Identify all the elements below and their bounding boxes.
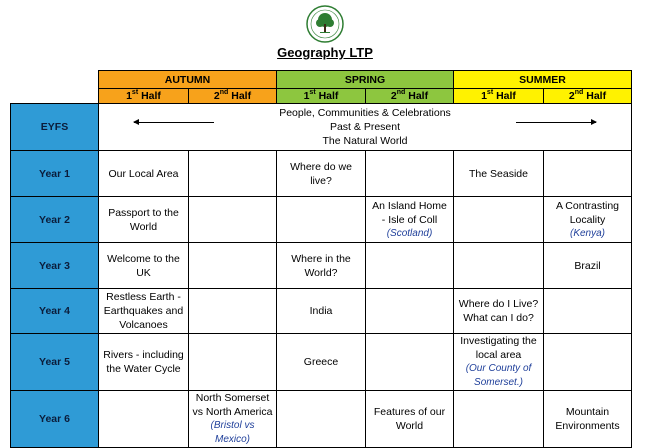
topic-cell <box>99 334 189 391</box>
topic-text: Greece <box>303 356 339 368</box>
topic-location: (Bristol vs Mexico) <box>210 420 255 445</box>
topic-text: Investigating the local area <box>460 335 537 361</box>
topic-cell <box>454 391 544 448</box>
topic-cell <box>454 151 544 197</box>
tree-logo-icon <box>300 4 350 44</box>
topic-cell <box>189 151 277 197</box>
season-autumn: AUTUMN <box>99 71 277 89</box>
half-header: 2nd Half <box>544 89 632 104</box>
topic-cell <box>277 197 366 243</box>
topic-text: Where in the World? <box>291 252 351 279</box>
topic-cell <box>454 243 544 289</box>
topic-text: An Island Home - Isle of Coll <box>372 199 447 226</box>
half-header: 1st Half <box>99 89 189 104</box>
geography-ltp-table <box>10 70 632 448</box>
eyfs-topics <box>99 104 632 151</box>
row-label: Year 5 <box>11 334 99 391</box>
table-row <box>11 243 632 289</box>
topic-text: Mountain Environments <box>555 406 620 432</box>
row-label: Year 3 <box>11 243 99 289</box>
topic-cell <box>189 391 277 448</box>
eyfs-line: The Natural World <box>322 135 408 147</box>
topic-location: (Kenya) <box>569 227 605 239</box>
arrow-right-icon <box>516 122 596 123</box>
row-label: Year 4 <box>11 289 99 334</box>
topic-text: Brazil <box>574 259 601 272</box>
topic-cell <box>189 197 277 243</box>
topic-cell <box>277 334 366 391</box>
topic-cell <box>366 334 454 391</box>
topic-cell <box>189 243 277 289</box>
topic-text: Features of our World <box>373 406 446 432</box>
topic-cell <box>544 243 632 289</box>
topic-cell <box>366 289 454 334</box>
topic-cell <box>366 151 454 197</box>
half-header: 2nd Half <box>189 89 277 104</box>
topic-cell <box>366 391 454 448</box>
season-header-row <box>11 71 632 89</box>
topic-text: Rivers - including the Water Cycle <box>103 349 184 375</box>
topic-location: (Our County of Somerset.) <box>465 363 532 388</box>
eyfs-row <box>11 104 632 151</box>
half-header-row <box>11 89 632 104</box>
topic-cell <box>544 151 632 197</box>
topic-cell <box>277 391 366 448</box>
topic-cell <box>277 289 366 334</box>
topic-cell <box>99 289 189 334</box>
topic-text: A Contrasting Locality <box>555 199 620 226</box>
corner-blank <box>11 89 99 104</box>
table-row <box>11 289 632 334</box>
table-row <box>11 391 632 448</box>
topic-text: India <box>309 305 333 317</box>
topic-text: North Somerset vs North America <box>192 392 273 418</box>
topic-cell <box>99 391 189 448</box>
topic-text: Restless Earth - Earthquakes and Volcanoes <box>103 291 184 331</box>
row-label-eyfs: EYFS <box>11 104 99 151</box>
topic-cell <box>454 289 544 334</box>
table-row <box>11 197 632 243</box>
row-label: Year 1 <box>11 151 99 197</box>
eyfs-line: People, Communities & Celebrations <box>279 107 451 119</box>
arrow-left-icon <box>134 122 214 123</box>
topic-text: Welcome to the UK <box>107 252 180 279</box>
table-row <box>11 334 632 391</box>
topic-cell <box>544 197 632 243</box>
year-rows <box>11 151 632 448</box>
row-label: Year 2 <box>11 197 99 243</box>
season-summer: SUMMER <box>454 71 632 89</box>
topic-text: Where do I Live? What can I do? <box>458 298 539 324</box>
page-title: Geography LTP <box>277 45 373 60</box>
topic-cell <box>189 334 277 391</box>
topic-cell <box>366 197 454 243</box>
table-row <box>11 151 632 197</box>
topic-cell <box>366 243 454 289</box>
row-label: Year 6 <box>11 391 99 448</box>
topic-text: The Seaside <box>469 167 528 180</box>
topic-text: Passport to the World <box>108 206 179 233</box>
half-header: 1st Half <box>277 89 366 104</box>
topic-cell <box>544 289 632 334</box>
topic-cell <box>454 334 544 391</box>
topic-cell <box>544 334 632 391</box>
topic-cell <box>277 243 366 289</box>
topic-cell <box>454 197 544 243</box>
topic-location: (Scotland) <box>386 227 433 239</box>
topic-cell <box>99 151 189 197</box>
topic-cell <box>277 151 366 197</box>
topic-text: Where do we live? <box>290 160 352 187</box>
topic-cell <box>544 391 632 448</box>
half-header: 2nd Half <box>366 89 454 104</box>
half-header: 1st Half <box>454 89 544 104</box>
season-spring: SPRING <box>277 71 454 89</box>
topic-cell <box>99 197 189 243</box>
eyfs-line: Past & Present <box>329 121 401 133</box>
topic-text: Our Local Area <box>108 167 179 180</box>
topic-cell <box>99 243 189 289</box>
topic-cell <box>189 289 277 334</box>
corner-blank <box>11 71 99 89</box>
